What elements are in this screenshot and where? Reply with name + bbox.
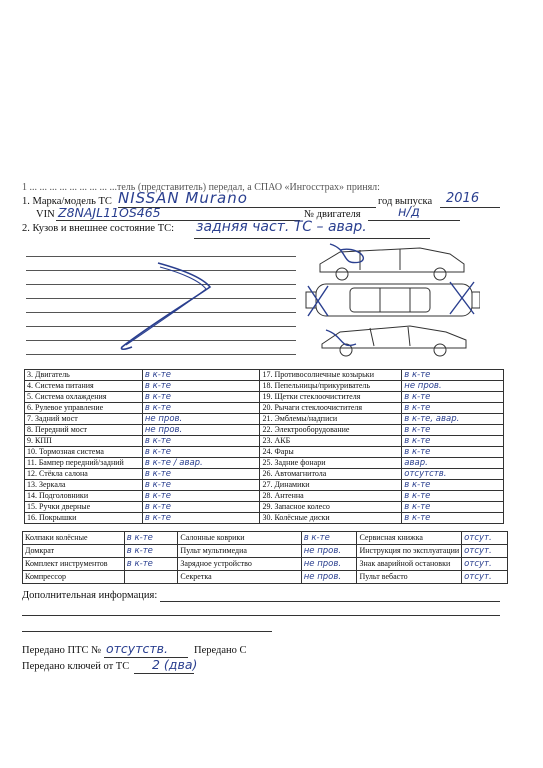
accessories-row [23,558,508,571]
accessory-value: не пров. [301,558,357,571]
left-item-value: в к-те [142,480,260,491]
accessory-label: Инструкция по эксплуатации [357,545,462,558]
right-item-label: 30. Колёсные диски [260,513,402,524]
body-condition-underline [194,238,430,239]
accessory-label: Пульт мультимедиа [178,545,301,558]
left-item-label: 12. Стёкла салона [25,469,143,480]
right-item-value: в к-те [402,425,504,436]
keys-value: 2 (два) [152,657,198,672]
right-item-value: отсутств. [402,469,504,480]
items-table-row [25,403,504,414]
left-item-label: 5. Система охлаждения [25,392,143,403]
accessory-label: Домкрат [23,545,125,558]
right-item-label: 21. Эмблемы/надписи [260,414,402,425]
accessories-row [23,571,508,584]
right-item-label: 18. Пепельницы/прикуриватель [260,381,402,392]
left-item-label: 16. Покрышки [25,513,143,524]
body-condition-value: задняя част. ТС – авар. [196,219,367,235]
model-value: NISSAN Murano [118,189,248,207]
left-item-value: в к-те [142,447,260,458]
right-item-value: в к-те, авар. [402,414,504,425]
right-item-value: в к-те [402,436,504,447]
left-item-label: 6. Рулевое управление [25,403,143,414]
right-item-value: в к-те [402,392,504,403]
right-item-value: в к-те [402,403,504,414]
accessory-value: в к-те [124,558,178,571]
right-item-label: 17. Противосолнечные козырьки [260,370,402,381]
keys-label: Передано ключей от ТС [22,661,130,672]
items-table-row [25,392,504,403]
scribble-strikethrough [110,255,220,355]
accessory-label: Секретка [178,571,301,584]
items-table-row [25,469,504,480]
accessory-label: Знак аварийной остановки [357,558,462,571]
left-item-value: в к-те [142,469,260,480]
right-item-value: авар. [402,458,504,469]
items-table [24,369,504,524]
accessory-value: в к-те [124,545,178,558]
left-item-label: 9. КПП [25,436,143,447]
right-item-value: в к-те [402,491,504,502]
right-item-value: в к-те [402,447,504,458]
accessory-label: Колпаки колёсные [23,532,125,545]
accessory-value: в к-те [301,532,357,545]
pts-value: отсутств. [106,641,168,656]
additional-info-label: Дополнительная информация: [22,590,158,601]
right-item-value: не пров. [402,381,504,392]
keys-underline [134,673,194,674]
right-item-label: 25. Задние фонари [260,458,402,469]
left-item-label: 13. Зеркала [25,480,143,491]
items-table-row [25,513,504,524]
left-item-label: 15. Ручки дверные [25,502,143,513]
engine-underline [368,220,460,221]
right-item-value: в к-те [402,480,504,491]
left-item-value: в к-те [142,403,260,414]
left-item-value: в к-те [142,502,260,513]
accessory-value: отсут. [462,558,508,571]
year-label: год выпуска [378,196,433,207]
right-item-value: в к-те [402,370,504,381]
accessory-label: Компрессор [23,571,125,584]
accessories-table [22,531,508,584]
right-item-label: 19. Щетки стеклоочистителя [260,392,402,403]
right-item-label: 27. Динамики [260,480,402,491]
left-item-label: 11. Бампер передний/задний [25,458,143,469]
items-table-row [25,381,504,392]
body-condition-label: 2. Кузов и внешнее состояние ТС: [22,223,175,234]
right-item-value: в к-те [402,513,504,524]
items-table-row [25,425,504,436]
accessory-value: не пров. [301,571,357,584]
vin-value: Z8NAJL11OS465 [58,205,161,220]
right-item-label: 29. Запасное колесо [260,502,402,513]
left-item-value: в к-те / авар. [142,458,260,469]
right-item-label: 26. Автомагнитола [260,469,402,480]
items-table-row [25,370,504,381]
engine-value: н/д [398,205,420,220]
left-item-label: 14. Подголовники [25,491,143,502]
right-item-label: 20. Рычаги стеклоочистителя [260,403,402,414]
right-item-label: 22. Электрооборудование [260,425,402,436]
items-table-row [25,414,504,425]
items-table-row [25,447,504,458]
left-item-label: 10. Тормозная система [25,447,143,458]
right-item-label: 28. Антенна [260,491,402,502]
accessories-row [23,532,508,545]
transferred-label: Передано С [194,645,247,656]
left-item-value: в к-те [142,491,260,502]
left-item-value: в к-те [142,381,260,392]
accessory-value: отсут. [462,532,508,545]
accessory-value [124,571,178,584]
items-table-row [25,491,504,502]
accessory-label: Пульт вебасто [357,571,462,584]
accessory-value: отсут. [462,545,508,558]
right-item-label: 24. Фары [260,447,402,458]
accessory-value: не пров. [301,545,357,558]
car-damage-diagram [300,240,480,358]
accessory-label: Зарядное устройство [178,558,301,571]
accessory-label: Салонные коврики [178,532,301,545]
additional-info-line-3 [22,631,272,632]
items-table-row [25,480,504,491]
model-label: 1. Марка/модель ТС [22,196,112,207]
pts-label: Передано ПТС № [22,645,102,656]
additional-info-line-1 [160,601,500,602]
items-table-row [25,502,504,513]
items-table-row [25,436,504,447]
accessory-label: Комплект инструментов [23,558,125,571]
accessory-label: Сервисная книжка [357,532,462,545]
engine-label: № двигателя [304,209,361,220]
year-value: 2016 [446,191,480,206]
items-table-row [25,458,504,469]
left-item-value: в к-те [142,436,260,447]
right-item-value: в к-те [402,502,504,513]
additional-info-line-2 [22,615,500,616]
accessories-row [23,545,508,558]
header-partial-line: 1 ... ... ... ... ... ... ... ... ...тель (представитель) передал, а СПАО «Ингосстрах» принял: [22,182,380,193]
left-item-label: 8. Передний мост [25,425,143,436]
right-item-label: 23. АКБ [260,436,402,447]
left-item-label: 7. Задний мост [25,414,143,425]
accessory-value: отсут. [462,571,508,584]
left-item-value: не пров. [142,425,260,436]
left-item-value: не пров. [142,414,260,425]
left-item-label: 3. Двигатель [25,370,143,381]
accessory-value: в к-те [124,532,178,545]
left-item-value: в к-те [142,392,260,403]
left-item-label: 4. Система питания [25,381,143,392]
vin-label: VIN [36,209,55,220]
year-underline [440,207,500,208]
left-item-value: в к-те [142,513,260,524]
left-item-value: в к-те [142,370,260,381]
